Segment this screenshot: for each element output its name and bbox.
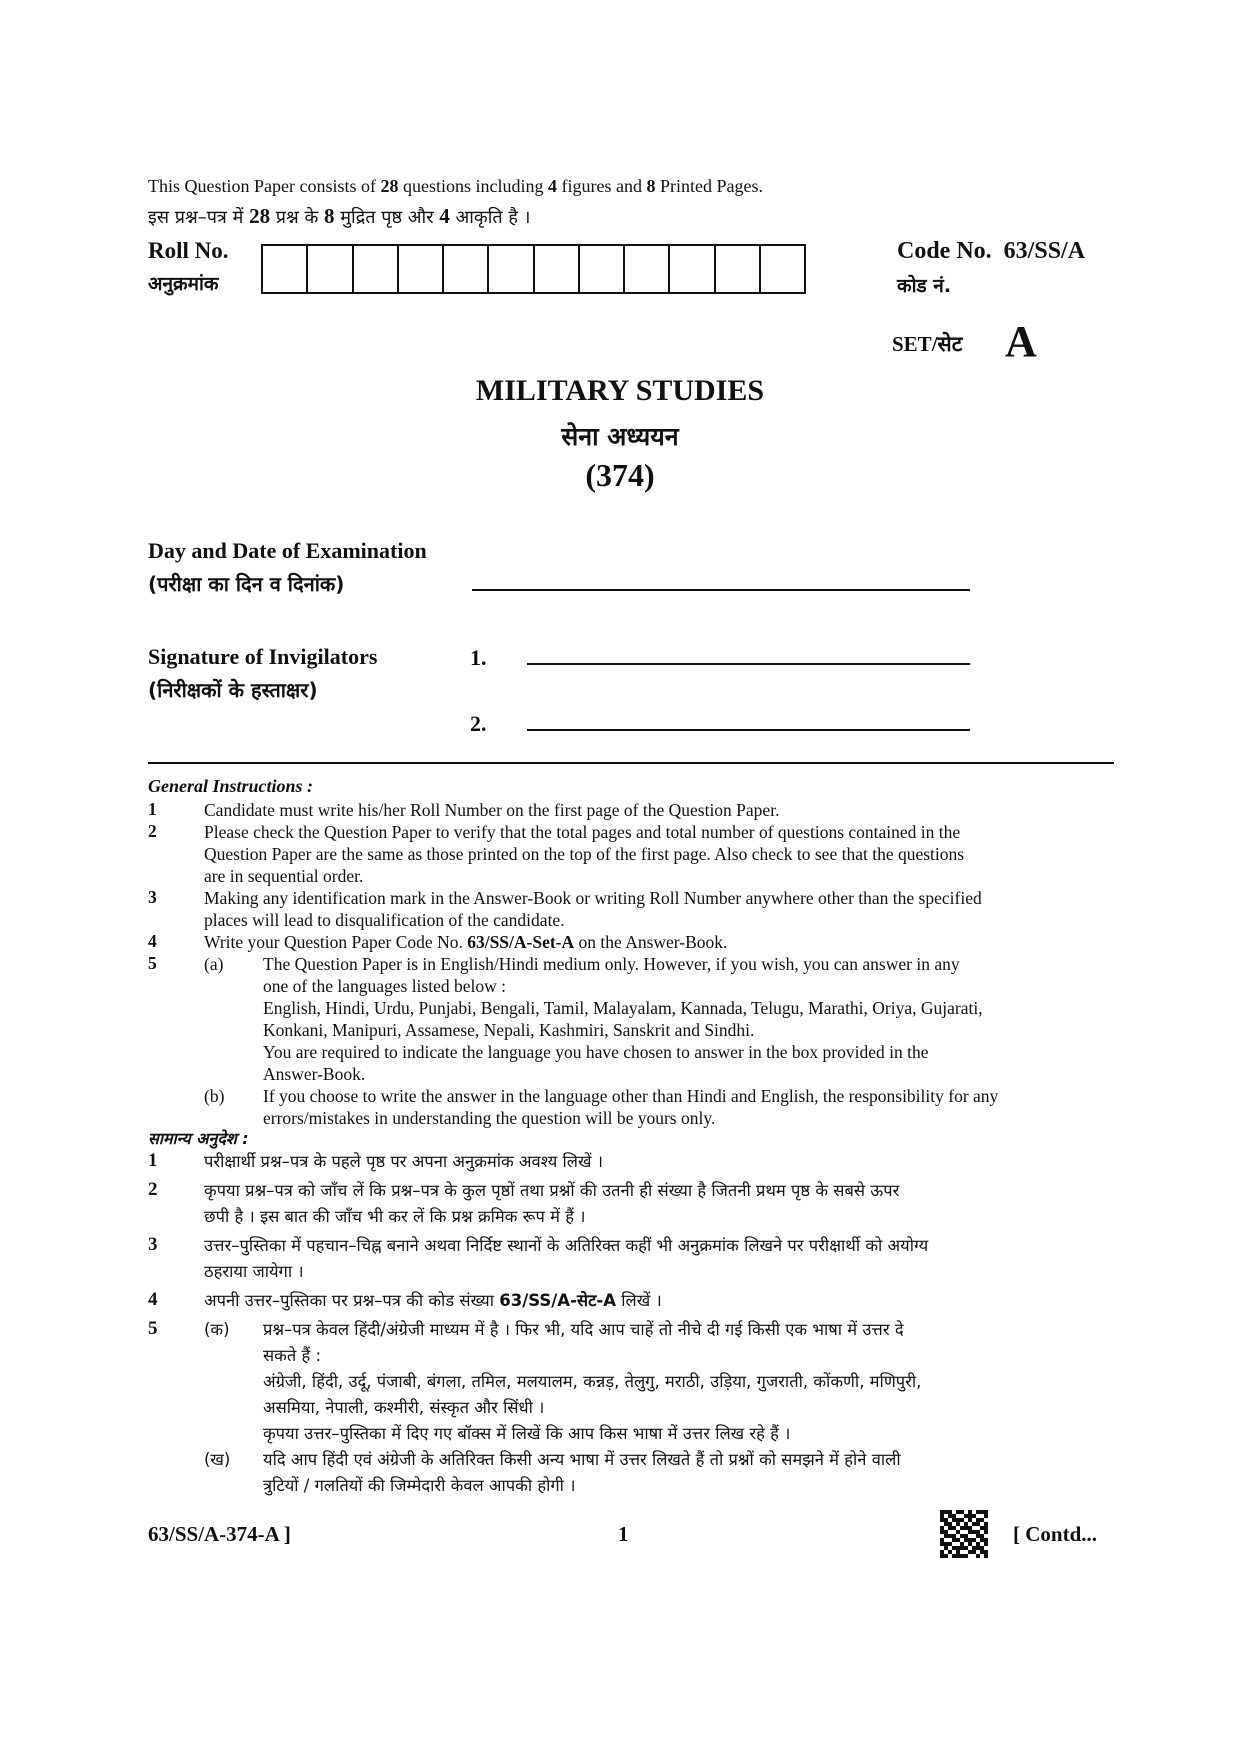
page-number: 1 [618,1522,629,1546]
instruction-text: Konkani, Manipuri, Assamese, Nepali, Kashmiri, Sanskrit and Sindhi. [263,1020,755,1040]
roll-number-box[interactable] [716,246,761,292]
instruction-number: 2 [148,821,157,841]
roll-number-box[interactable] [670,246,715,292]
instruction-number: 4 [148,931,157,951]
roll-number-box[interactable] [580,246,625,292]
paper-summary-en: This Question Paper consists of 28 questions including 4 figures and 8 Printed Pages. [148,176,763,196]
roll-number-box[interactable] [489,246,534,292]
instruction-text: कृपया प्रश्न–पत्र को जाँच लें कि प्रश्न–पत्र के कुल पृष्ठों तथा प्रश्नों की उतनी ही संख्या है जितनी प्रथम पृष्ठ के सबसे ऊपर [204,1181,900,1200]
instruction-text: छपी है । इस बात की जाँच भी कर लें कि प्रश्न क्रमिक रूप में हैं । [204,1207,586,1226]
instruction-text: असमिया, नेपाली, कश्मीरी, संस्कृत और सिंधी । [263,1398,545,1417]
instruction-text: Candidate must write his/her Roll Number on the first page of the Question Paper. [204,800,780,820]
instruction-text: Write your Question Paper Code No. 63/SS/A-Set-A on the Answer-Book. [204,932,728,952]
instruction-text: प्रश्न–पत्र केवल हिंदी/अंग्रेजी माध्यम में है । फिर भी, यदि आप चाहें तो नीचे दी गई किसी एक भाषा में उत्तर दे [263,1320,904,1339]
roll-number-boxes[interactable] [261,244,806,294]
instruction-text: Answer-Book. [263,1064,366,1084]
roll-number-box[interactable] [535,246,580,292]
instruction-number: 4 [148,1289,158,1310]
subject-title: MILITARY STUDIES [475,374,765,407]
instruction-text: errors/mistakes in understanding the question will be yours only. [263,1108,716,1128]
sub-item-label: (क) [204,1320,230,1339]
instruction-number: 5 [148,953,157,973]
exam-date-label-hi: (परीक्षा का दिन व दिनांक) [148,572,345,596]
code-no-label-hi: कोड नं. [897,275,952,297]
roll-number-box[interactable] [263,246,308,292]
roll-number-box[interactable] [444,246,489,292]
general-instructions-title: General Instructions : [148,776,314,796]
instruction-number: 3 [148,887,157,907]
hindi-instructions-title: सामान्य अनुदेश : [148,1129,249,1148]
instruction-text: ठहराया जायेगा । [204,1262,304,1281]
instruction-text: सकते हैं : [263,1346,322,1365]
invigilator-1-signature-field[interactable] [527,663,970,665]
exam-date-label: Day and Date of Examination [148,538,427,563]
instruction-number: 1 [148,799,157,819]
instruction-text: places will lead to disqualification of the candidate. [204,910,565,930]
set-label: SET/सेट [892,332,963,356]
invigilator-signature-label-hi: (निरीक्षकों के हस्ताक्षर) [148,678,318,702]
continued-label: [ Contd... [1013,1522,1098,1546]
invigilator-2-signature-field[interactable] [527,729,970,731]
roll-number-box[interactable] [625,246,670,292]
invigilator-1-number: 1. [470,645,487,670]
instruction-text: are in sequential order. [204,866,364,886]
instruction-text: अंग्रेजी, हिंदी, उर्दू, पंजाबी, बंगला, तमिल, मलयालम, कन्नड़, तेलुगु, मराठी, उड़िया, गुजराती, कोंकणी, मणिपुरी, [263,1372,922,1391]
roll-number-box[interactable] [399,246,444,292]
paper-summary-hi: इस प्रश्न–पत्र में 28 प्रश्न के 8 मुद्रित पृष्ठ और 4 आकृति है । [148,204,531,228]
set-letter: A [1005,317,1037,366]
instruction-text: Please check the Question Paper to verify that the total pages and total number of questions contained in the [204,822,961,842]
instruction-text: यदि आप हिंदी एवं अंग्रेजी के अतिरिक्त किसी अन्य भाषा में उत्तर लिखते हैं तो प्रश्नों को समझने में होने वाली [263,1450,901,1469]
exam-date-field[interactable] [472,589,970,591]
subject-title-hi: सेना अध्ययन [561,422,679,451]
instruction-number: 2 [148,1179,158,1200]
instruction-number: 5 [148,1318,158,1339]
roll-number-box[interactable] [354,246,399,292]
instruction-text: one of the languages listed below : [263,976,506,996]
instruction-text: त्रुटियों / गलतियों की जिम्मेदारी केवल आपकी होगी । [263,1476,576,1495]
instruction-text: The Question Paper is in English/Hindi medium only. However, if you wish, you can answer in any [263,954,960,974]
invigilator-signature-label: Signature of Invigilators [148,644,378,669]
footer-paper-code: 63/SS/A-374-A ] [148,1522,291,1546]
sub-item-label: (a) [204,954,224,974]
instruction-text: Making any identification mark in the Answer-Book or writing Roll Number anywhere other than the specified [204,888,982,908]
instruction-text: You are required to indicate the language you have chosen to answer in the box provided in the [263,1042,929,1062]
roll-number-box[interactable] [761,246,804,292]
sub-item-label: (ख) [204,1450,231,1469]
qr-code-icon [940,1510,988,1558]
instruction-text: उत्तर–पुस्तिका में पहचान–चिह्न बनाने अथवा निर्दिष्ट स्थानों के अतिरिक्त कहीं भी अनुक्रमांक लिखने पर परीक्षार्थी को अयोग्य [204,1236,929,1255]
instruction-text: अपनी उत्तर–पुस्तिका पर प्रश्न–पत्र की कोड संख्या 63/SS/A-सेट-A लिखें । [204,1291,662,1310]
roll-no-label-hi: अनुक्रमांक [148,273,219,295]
sub-item-label: (b) [204,1086,225,1106]
instruction-text: If you choose to write the answer in the language other than Hindi and English, the responsibility for any [263,1086,999,1106]
subject-code: (374) [585,457,655,493]
invigilator-2-number: 2. [470,711,487,736]
code-no: Code No. 63/SS/A [897,238,1086,264]
instruction-number: 3 [148,1234,158,1255]
instruction-text: English, Hindi, Urdu, Punjabi, Bengali, Tamil, Malayalam, Kannada, Telugu, Marathi, Oriya, Gujarati, [263,998,983,1018]
roll-number-box[interactable] [308,246,353,292]
section-divider [148,762,1114,764]
instruction-text: कृपया उत्तर–पुस्तिका में दिए गए बॉक्स में लिखें कि आप किस भाषा में उत्तर लिख रहे हैं । [263,1424,791,1443]
roll-no-label: Roll No. [148,238,229,263]
instruction-text: परीक्षार्थी प्रश्न–पत्र के पहले पृष्ठ पर अपना अनुक्रमांक अवश्य लिखें । [204,1152,603,1171]
instruction-number: 1 [148,1150,158,1171]
instruction-text: Question Paper are the same as those printed on the top of the first page. Also check to see that the questions [204,844,965,864]
